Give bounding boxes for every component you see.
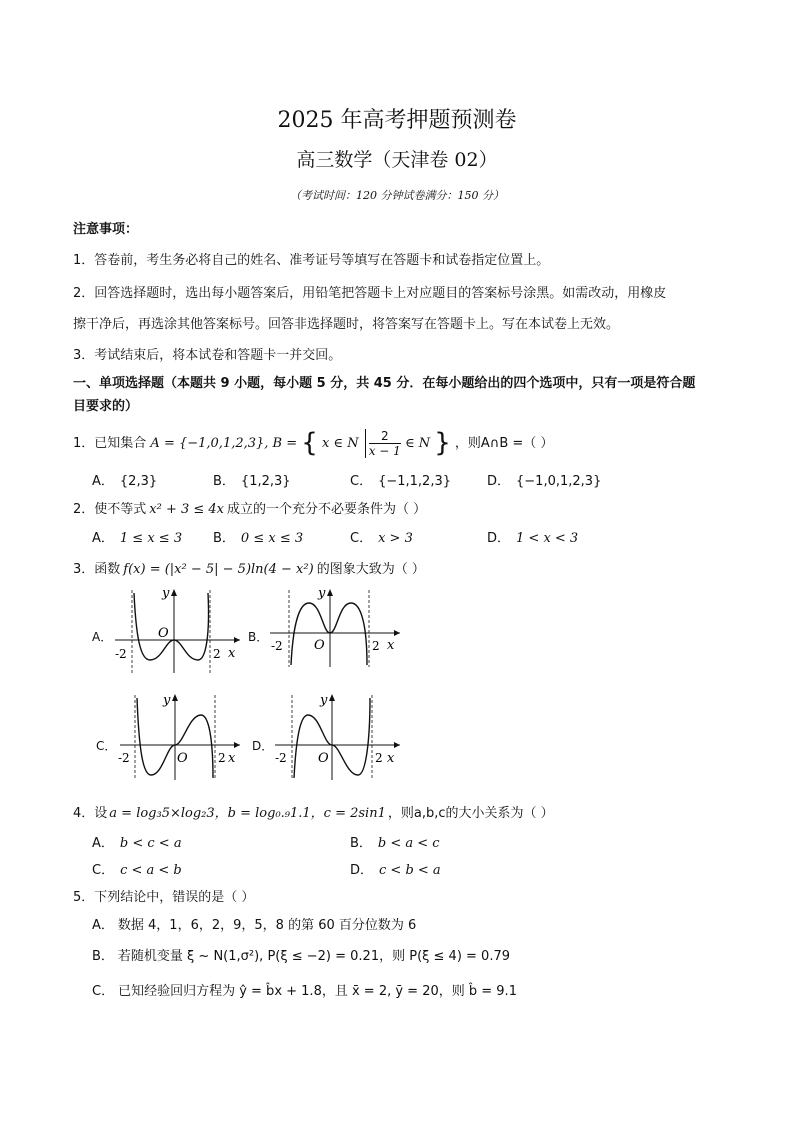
- q2-option-b[interactable]: [213, 527, 303, 546]
- tick-neg-2: -2: [118, 751, 130, 765]
- q2-option-c[interactable]: [350, 527, 413, 546]
- q3-graph-a[interactable]: [110, 585, 245, 675]
- page-title: 2025 年高考押题预测卷: [277, 108, 517, 133]
- option-text: c < a < b: [120, 863, 182, 878]
- x-axis-arrow-icon: [234, 637, 240, 643]
- q2-stem-math: x² + 3 ≤ 4x: [149, 502, 225, 517]
- option-text: b < a < c: [377, 836, 440, 851]
- brace-left-icon: {: [301, 428, 318, 458]
- tick-pos-2: 2: [218, 751, 226, 765]
- option-label: C．: [350, 531, 373, 546]
- exam-info: （考试时间：120 分钟试卷满分：150 分）: [290, 189, 504, 202]
- q1-option-d[interactable]: [487, 470, 601, 489]
- tick-pos-2: 2: [213, 647, 221, 661]
- option-text: c < b < a: [379, 863, 441, 878]
- option-label: A．: [92, 531, 114, 546]
- q3-option-c-label[interactable]: C．: [96, 739, 117, 753]
- x-axis-label: x: [387, 751, 395, 766]
- q1-condition: [365, 429, 401, 458]
- question-3: [73, 558, 425, 577]
- question-2: [73, 498, 426, 517]
- option-text: 0 ≤ x ≤ 3: [240, 531, 304, 546]
- q2-stem-a: 2．使不等式: [73, 502, 147, 517]
- x-axis-label: x: [228, 646, 236, 661]
- brace-right-icon: }: [434, 428, 451, 458]
- option-label: B．: [92, 949, 114, 964]
- q1-set-b: x ∈ N: [321, 436, 359, 451]
- notes-heading: 注意事项：: [73, 222, 139, 237]
- note-item: 2．回答选择题时，选出每小题答案后，用铅笔把答题卡上对应题目的答案标号涂黑。如需改动，用橡皮: [73, 286, 667, 301]
- y-axis-label: y: [163, 693, 171, 708]
- section-heading-cont: 目要求的）: [73, 399, 139, 414]
- option-label: A．: [92, 918, 114, 933]
- option-label: D．: [487, 474, 511, 489]
- y-axis-label: y: [162, 586, 170, 601]
- option-label: C．: [92, 984, 115, 999]
- x-axis-arrow-icon: [234, 742, 240, 748]
- q1-option-c[interactable]: [350, 470, 451, 489]
- question-4: [73, 802, 554, 821]
- q3-option-b-label[interactable]: B．: [248, 630, 269, 644]
- option-text: 数据 4，1，6，2，9，5，8 的第 60 百分位数为 6: [117, 918, 417, 933]
- q3-option-d-label[interactable]: D．: [252, 739, 274, 753]
- note-item: 3．考试结束后，将本试卷和答题卡一并交回。: [73, 348, 342, 363]
- tick-pos-2: 2: [372, 639, 380, 653]
- x-axis-label: x: [387, 638, 395, 653]
- q1-option-b[interactable]: [213, 470, 291, 489]
- option-text: 1 < x < 3: [516, 531, 579, 546]
- q4-option-b[interactable]: [350, 832, 440, 851]
- page-subtitle: 高三数学（天津卷 02）: [296, 149, 498, 171]
- x-axis-arrow-icon: [394, 742, 400, 748]
- q1-frac-den: x − 1: [368, 444, 401, 458]
- q4-option-d[interactable]: [350, 859, 441, 878]
- note-item: 1．答卷前，考生务必将自己的姓名、准考证号等填写在答题卡和试卷指定位置上。: [73, 253, 550, 268]
- tick-neg-2: -2: [271, 639, 283, 653]
- option-text: {2,3}: [119, 474, 158, 489]
- q4-option-a[interactable]: [92, 832, 182, 851]
- q2-option-d[interactable]: [487, 527, 578, 546]
- q4-option-c[interactable]: [92, 859, 182, 878]
- q5-option-a[interactable]: [92, 914, 416, 933]
- option-label: A．: [92, 474, 114, 489]
- q2-option-a[interactable]: [92, 527, 182, 546]
- q4-stem-math: a = log₃5×log₂3，b = log₀.₉1.1，c = 2sin1: [109, 806, 386, 821]
- question-5: 5．下列结论中，错误的是（ ）: [73, 890, 255, 905]
- origin-label: O: [314, 638, 325, 653]
- q2-stem-b: 成立的一个充分不必要条件为（ ）: [227, 502, 427, 517]
- option-text: 1 ≤ x ≤ 3: [119, 531, 183, 546]
- x-axis-label: x: [228, 751, 236, 766]
- q3-stem-a: 3．函数: [73, 562, 121, 577]
- note-item: 擦干净后，再选涂其他答案标号。回答非选择题时，将答案写在答题卡上。写在本试卷上无效。: [73, 317, 620, 332]
- y-axis-label: y: [320, 693, 328, 708]
- option-text: x > 3: [378, 531, 413, 546]
- option-label: D．: [350, 863, 374, 878]
- option-label: C．: [350, 474, 373, 489]
- q3-stem-b: 的图象大致为（ ）: [316, 562, 425, 577]
- option-label: B．: [213, 474, 235, 489]
- q3-option-a-label[interactable]: A．: [92, 630, 113, 644]
- q1-prefix: 1．已知集合: [73, 436, 147, 451]
- q1-suffix: ，则A∩B =（ ）: [454, 436, 554, 451]
- tick-pos-2: 2: [375, 751, 383, 765]
- x-axis-arrow-icon: [394, 630, 400, 636]
- option-text: 已知经验回归方程为 ŷ = b̂x + 1.8，且 x̄ = 2, ȳ = 20，则 b̂ = 9.1: [118, 984, 517, 999]
- option-label: A．: [92, 836, 114, 851]
- y-axis-label: y: [318, 586, 326, 601]
- q1-set-a: A = {−1,0,1,2,3}, B =: [150, 436, 298, 451]
- q1-fraction: [369, 429, 401, 458]
- option-label: D．: [487, 531, 511, 546]
- tick-neg-2: -2: [115, 647, 127, 661]
- y-axis-arrow-icon: [172, 694, 178, 701]
- q5-option-c[interactable]: [92, 980, 517, 999]
- q4-stem-b: ，则a,b,c的大小关系为（ ）: [387, 806, 554, 821]
- q3-graph-d[interactable]: [270, 690, 405, 782]
- q5-option-b[interactable]: [92, 945, 510, 964]
- option-text: b < c < a: [119, 836, 182, 851]
- q3-graph-c[interactable]: [115, 690, 245, 782]
- q1-option-a[interactable]: [92, 470, 157, 489]
- option-text: {1,2,3}: [240, 474, 291, 489]
- section-heading: 一、单项选择题（本题共 9 小题，每小题 5 分，共 45 分．在每小题给出的四个选项中，只有一项是符合题: [73, 376, 696, 391]
- origin-label: O: [318, 751, 329, 766]
- origin-label: O: [158, 626, 169, 641]
- q1-frac-num: 2: [369, 429, 401, 444]
- function-curve: [134, 593, 209, 660]
- option-text: 若随机变量 ξ ~ N(1,σ²), P(ξ ≤ −2) = 0.21，则 P(ξ ≤ 4) = 0.79: [117, 949, 510, 964]
- q4-stem-a: 4．设: [73, 806, 108, 821]
- tick-neg-2: -2: [275, 751, 287, 765]
- function-curve: [291, 603, 367, 665]
- origin-label: O: [177, 751, 188, 766]
- q3-stem-math: f(x) = (|x² − 5| − 5)ln(4 − x²): [123, 562, 314, 577]
- y-axis-arrow-icon: [171, 589, 177, 596]
- option-label: B．: [350, 836, 372, 851]
- y-axis-arrow-icon: [329, 694, 335, 701]
- y-axis-arrow-icon: [327, 589, 333, 596]
- option-label: B．: [213, 531, 235, 546]
- option-text: {−1,0,1,2,3}: [516, 474, 602, 489]
- q1-set-b-tail: ∈ N: [404, 436, 431, 451]
- question-1: [73, 428, 553, 458]
- q3-graph-b[interactable]: [265, 585, 405, 670]
- option-label: C．: [92, 863, 115, 878]
- option-text: {−1,1,2,3}: [378, 474, 451, 489]
